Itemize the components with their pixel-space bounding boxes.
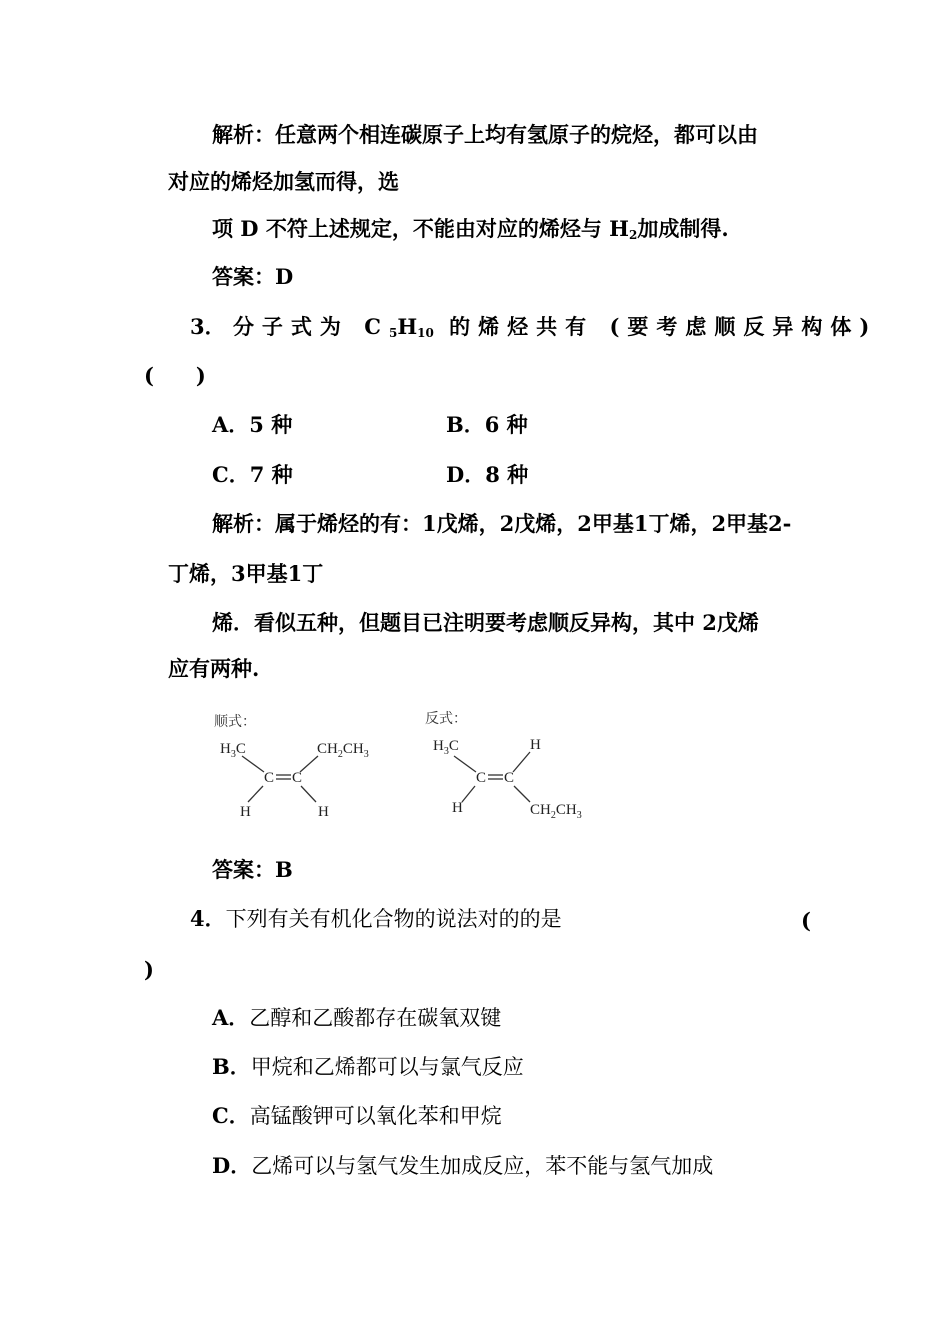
analysis2-line2: 丁烯，3甲基1丁	[168, 561, 324, 586]
q4-option-c-letter: C．	[212, 1103, 250, 1128]
q3-sub1: 5	[388, 326, 398, 340]
q4-option-a-letter: A．	[212, 1005, 250, 1030]
q4-option-b-letter: B．	[212, 1054, 251, 1079]
analysis2-line4: 应有两种.	[168, 656, 260, 681]
q4-option-c-text: 高锰酸钾可以氧化苯和甲烷	[249, 1104, 502, 1128]
q3-number: 3．	[190, 314, 226, 339]
q4-number: 4．	[190, 906, 226, 931]
q3-text-b: H	[397, 314, 418, 339]
trans-bond-bl	[462, 786, 475, 802]
q3-text-c: 的烯烃共有 (要考虑顺反异构体)	[433, 314, 878, 339]
cis-bond-br	[301, 786, 316, 802]
trans-bond-tr	[513, 752, 530, 772]
analysis2-line1	[212, 510, 791, 538]
cis-h-left: H	[240, 804, 251, 820]
trans-h-bottom: H	[452, 800, 463, 816]
analysis1-line2: 对应的烯烃加氢而得，选	[168, 169, 399, 194]
cis-structure	[242, 756, 318, 802]
analysis2-text1: 属于烯烃的有：1戊烯，2戊烯，2甲基1丁烯，2甲基2-	[275, 511, 792, 536]
answer2-label: 答案：	[212, 857, 275, 882]
q4-text: 下列有关有机化合物的说法对的的是	[225, 907, 562, 931]
cis-ch2ch3: $CH_2CH_3$	[317, 741, 369, 760]
analysis1-text1: 任意两个相连碳原子上均有氢原子的烷烃，都可以由	[275, 122, 758, 147]
q3-option-d-text: 8 种	[485, 462, 529, 487]
q3-option-c-text: 7 种	[249, 462, 293, 487]
cis-bond-tr	[300, 756, 318, 772]
answer2-value: B	[275, 857, 293, 882]
cis-h-right: H	[318, 804, 329, 820]
q3-option-d	[446, 461, 528, 489]
q3-stem	[190, 313, 877, 341]
trans-c1: C	[476, 770, 487, 786]
analysis1-line3	[212, 215, 729, 243]
q3-option-c-letter: C．	[212, 462, 250, 487]
q3-sub2: 10	[417, 326, 434, 340]
answer2	[212, 856, 293, 884]
q4-option-a-text: 乙醇和乙酸都存在碳氧双键	[249, 1006, 502, 1030]
trans-structure	[454, 752, 530, 802]
q4-paren-close: )	[144, 957, 154, 982]
analysis2-label: 解析：	[212, 511, 275, 536]
trans-h-top: H	[530, 737, 541, 753]
q4-option-d-letter: D．	[212, 1153, 252, 1178]
q4-paren-open: (	[801, 908, 811, 933]
cis-bond-bl	[248, 786, 263, 802]
q3-option-d-letter: D．	[446, 462, 486, 487]
trans-ch2ch3: $CH_2CH_3$	[530, 802, 582, 821]
q3-option-a-letter: A．	[212, 412, 250, 437]
analysis1-sub: 2	[628, 228, 638, 242]
q4-option-b-text: 甲烷和乙烯都可以与氯气反应	[250, 1055, 524, 1079]
answer1-value: D	[275, 264, 294, 289]
q3-text-a: 分子式为 C	[232, 314, 389, 339]
q3-option-a-text: 5 种	[249, 412, 293, 437]
trans-bond-br	[514, 786, 530, 802]
q4-option-a	[212, 1004, 501, 1032]
q3-paren: ( )	[144, 363, 206, 388]
q4-option-d	[212, 1152, 713, 1180]
analysis2-line3: 烯．看似五种，但题目已注明要考虑顺反异构，其中 2戊烯	[212, 610, 759, 635]
q3-option-b-text: 6 种	[484, 412, 528, 437]
analysis1-text3a: 项 D 不符上述规定，不能由对应的烯烃与 H	[212, 216, 629, 241]
cis-bond-tl	[242, 756, 264, 772]
trans-bond-tl	[454, 756, 476, 772]
answer1	[212, 263, 293, 291]
analysis1-text3b: 加成制得.	[637, 216, 729, 241]
q4-option-d-text: 乙烯可以与氢气发生加成反应，苯不能与氢气加成	[251, 1154, 714, 1178]
cis-c2: C	[292, 770, 303, 786]
q3-option-b-letter: B．	[446, 412, 485, 437]
q3-option-a	[212, 411, 292, 439]
trans-c2: C	[504, 770, 515, 786]
q4-option-c	[212, 1102, 502, 1130]
answer1-label: 答案：	[212, 264, 275, 289]
q3-option-c	[212, 461, 293, 489]
cis-trans-structures	[200, 728, 620, 828]
cis-c1: C	[264, 770, 275, 786]
trans-label: 反式：	[425, 711, 467, 727]
q4-stem	[190, 905, 562, 933]
q3-option-b	[446, 411, 528, 439]
trans-h3c: $H_3C$	[433, 738, 459, 757]
analysis1-label: 解析：	[212, 122, 275, 147]
q4-option-b	[212, 1053, 524, 1081]
cis-h3c: $H_3C$	[220, 741, 246, 760]
cis-label: 顺式：	[214, 714, 256, 730]
analysis1-line1	[212, 121, 758, 149]
